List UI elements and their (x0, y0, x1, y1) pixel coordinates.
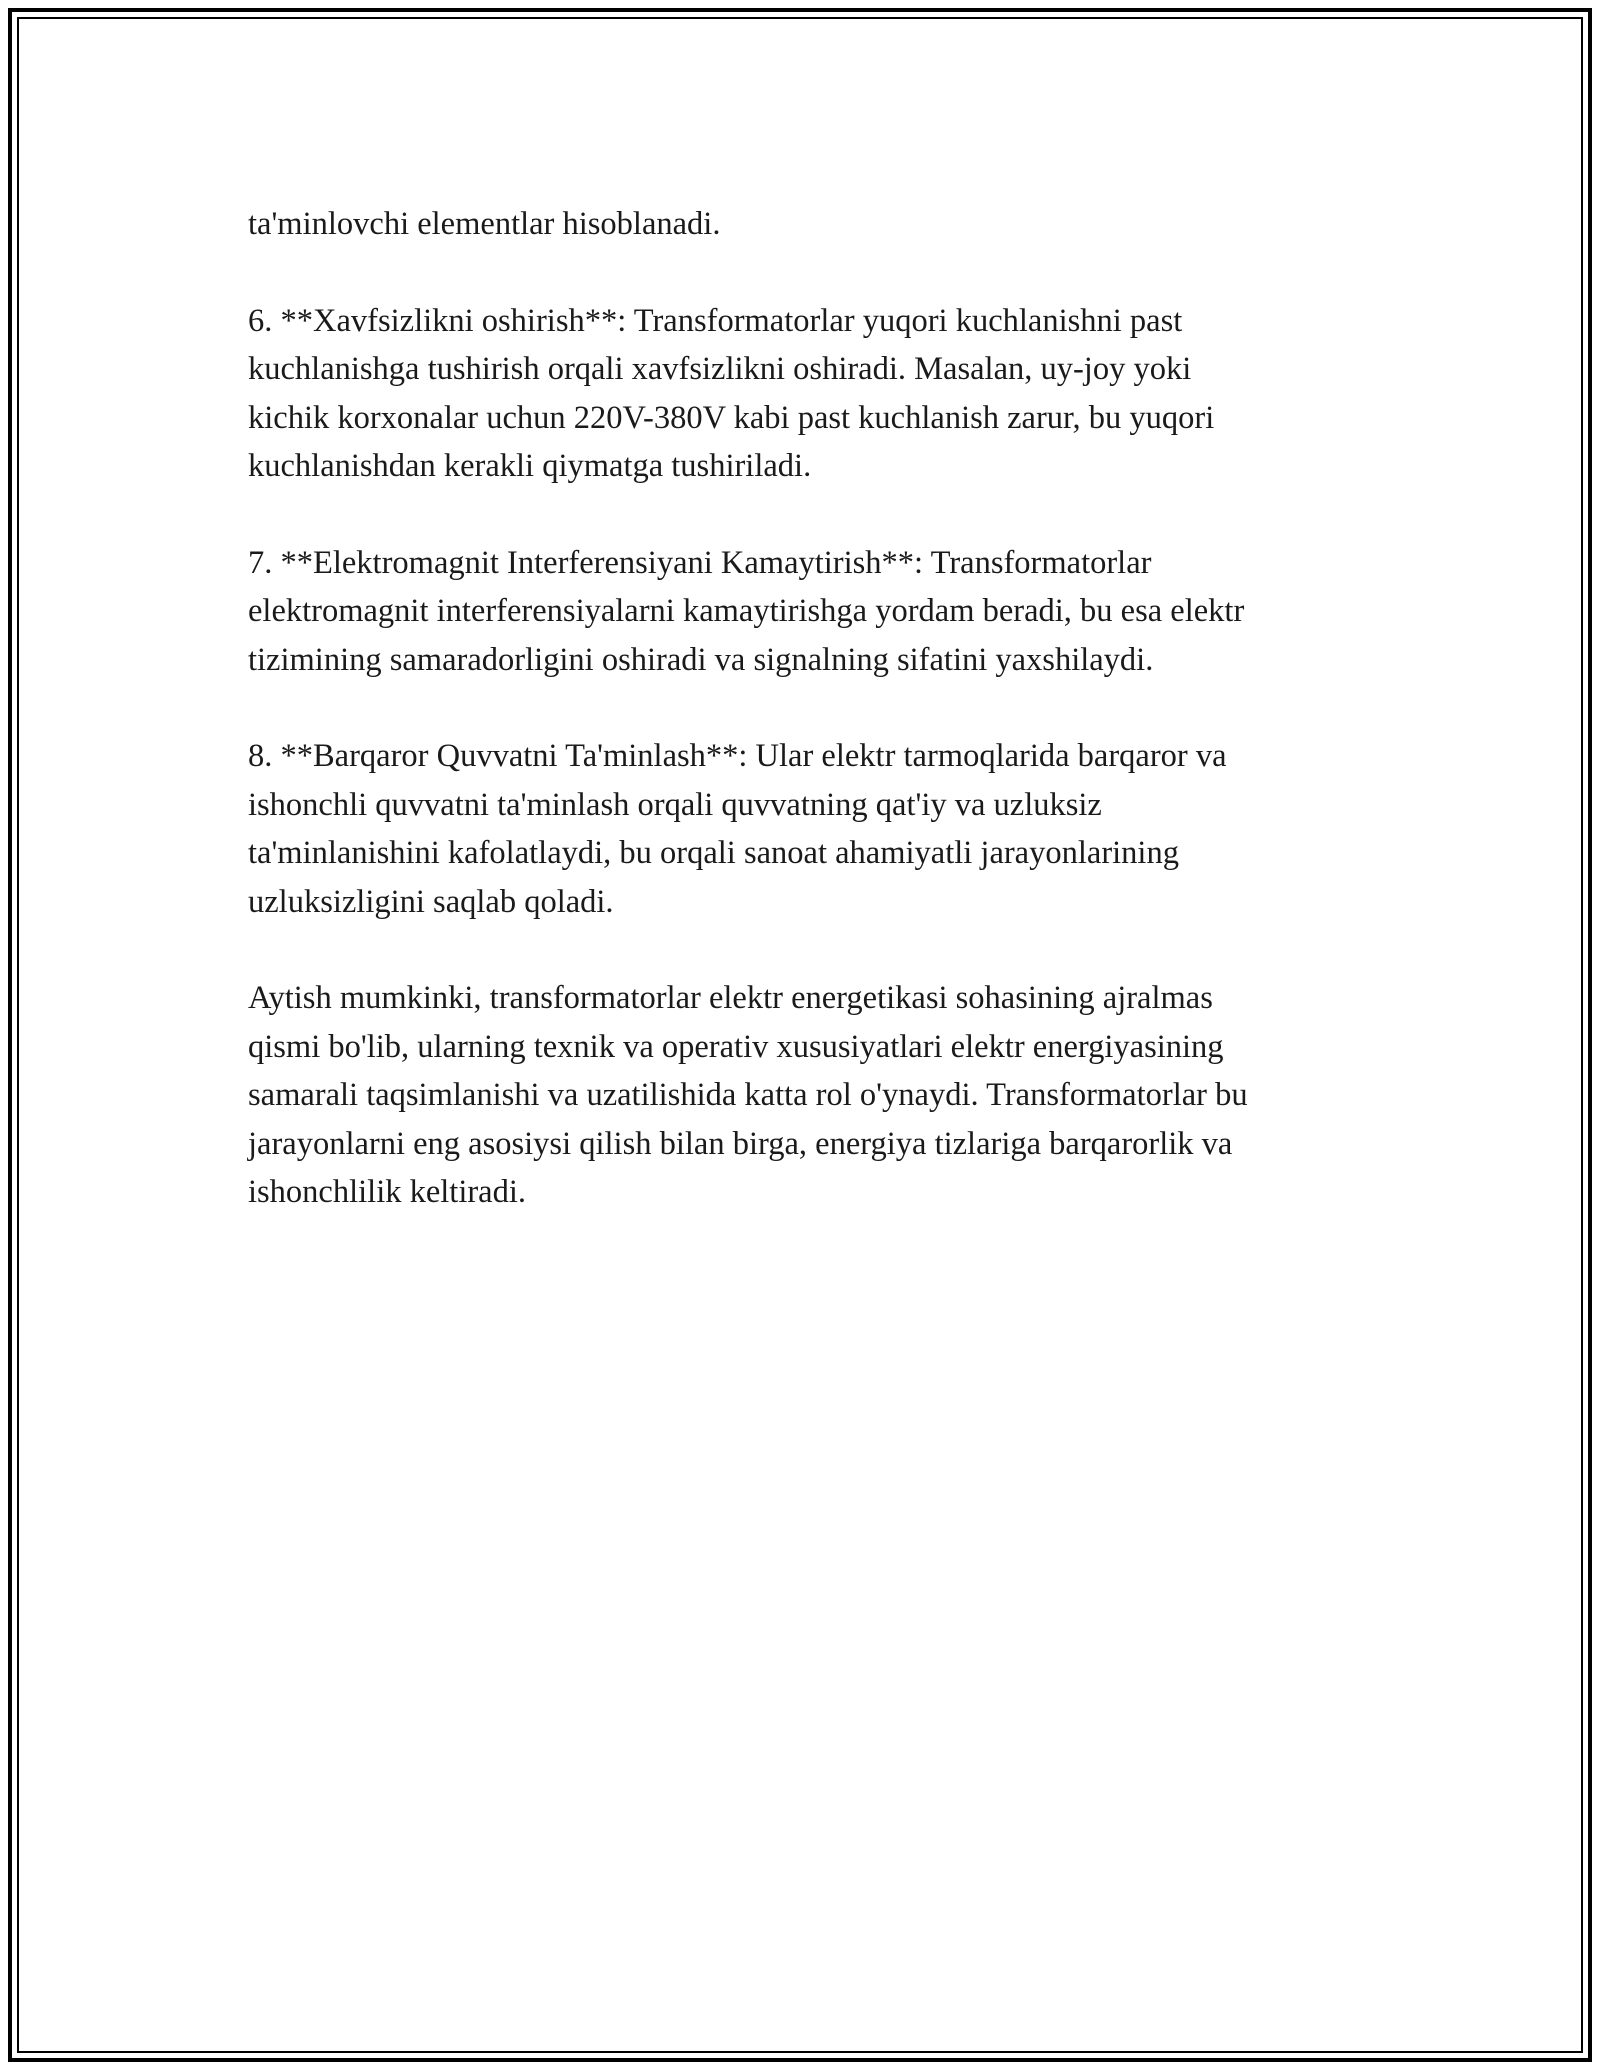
text-line: ishonchli quvvatni ta'minlash orqali quvvatning qat'iy va uzluksiz (248, 786, 1102, 823)
text-line: jarayonlarni eng asosiysi qilish bilan birga, energiya tizlariga barqarorlik va (248, 1125, 1233, 1162)
text-line: Aytish mumkinki, transformatorlar elektr energetikasi sohasining ajralmas (248, 980, 1213, 1017)
text-line: 7. **Elektromagnit Interferensiyani Kamaytirish**: Transformatorlar (248, 544, 1152, 581)
paragraph-item-7 (248, 539, 1398, 684)
text-line: ta'minlanishini kafolatlaydi, bu orqali sanoat ahamiyatli jarayonlarining (248, 835, 1179, 872)
text-line: 8. **Barqaror Quvvatni Ta'minlash**: Ular elektr tarmoqlarida barqaror va (248, 738, 1227, 775)
text-line: kichik korxonalar uchun 220V-380V kabi past kuchlanish zarur, bu yuqori (248, 399, 1215, 436)
document-body (248, 200, 1398, 1265)
text-line: elektromagnit interferensiyalarni kamaytirishga yordam beradi, bu esa elektr (248, 593, 1245, 630)
text-line: samarali taqsimlanishi va uzatilishida katta rol o'ynaydi. Transformatorlar bu (248, 1077, 1248, 1114)
text-line: qismi bo'lib, ularning texnik va operativ xususiyatlari elektr energiyasining (248, 1028, 1224, 1065)
text-line: uzluksizligini saqlab qoladi. (248, 883, 614, 920)
text-line: 6. **Xavfsizlikni oshirish**: Transformatorlar yuqori kuchlanishni past (248, 302, 1183, 339)
text-line: ishonchlilik keltiradi. (248, 1174, 527, 1211)
paragraph-item-6 (248, 297, 1398, 491)
text-line: ta'minlovchi elementlar hisoblanadi. (248, 206, 721, 242)
text-line: kuchlanishdan kerakli qiymatga tushiriladi. (248, 448, 812, 485)
paragraph-item-8 (248, 732, 1398, 926)
text-line: kuchlanishga tushirish orqali xavfsizlikni oshiradi. Masalan, uy-joy yoki (248, 351, 1192, 388)
text-line: tizimining samaradorligini oshiradi va signalning sifatini yaxshilaydi. (248, 641, 1154, 678)
paragraph-intro-tail (248, 200, 1398, 248)
paragraph-conclusion (248, 974, 1398, 1216)
page-border (8, 8, 1592, 2062)
